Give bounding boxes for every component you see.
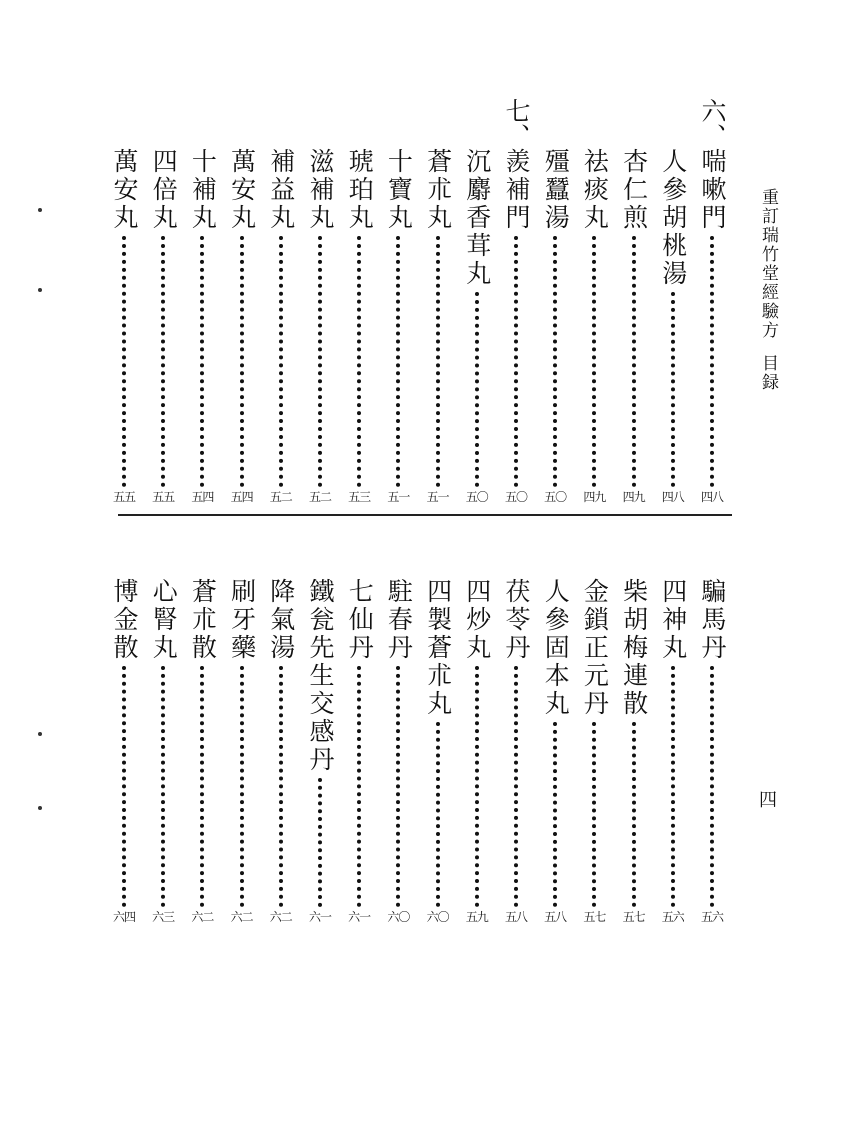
entry-page-number: 五八: [544, 910, 567, 924]
entry-page-number: 五〇: [465, 490, 488, 504]
entry-page-number: 六三: [152, 910, 175, 924]
entry-title: 降氣湯: [266, 578, 296, 662]
entry-page-number: 五二: [308, 490, 331, 504]
toc-entry: [109, 578, 139, 924]
entry-page-number: 五六: [661, 910, 684, 924]
dot-leader: [475, 666, 479, 907]
dot-leader: [279, 666, 283, 907]
binding-hole-mark: [38, 732, 42, 736]
dot-leader: [161, 236, 165, 487]
entry-page-number: 五四: [230, 490, 253, 504]
dot-leader: [357, 666, 361, 907]
entry-page-number: 五九: [465, 910, 488, 924]
toc-entry: [344, 578, 374, 924]
dot-leader: [710, 236, 714, 487]
toc-entry: [383, 148, 413, 504]
toc-entry: [658, 148, 688, 504]
dot-leader: [553, 722, 557, 907]
entry-title: 杏仁煎: [619, 148, 649, 232]
entry-page-number: 六二: [230, 910, 253, 924]
toc-entry: [266, 578, 296, 924]
dot-leader: [122, 666, 126, 907]
toc-entry: [501, 578, 531, 924]
dot-leader: [240, 236, 244, 487]
entry-title: 萬安丸: [227, 148, 257, 232]
entry-title: 駐春丹: [384, 578, 414, 662]
page-number: 四: [759, 790, 777, 811]
entry-title: 殭蠶湯: [541, 148, 571, 232]
toc-entry: [305, 578, 335, 924]
entry-page-number: 五二: [269, 490, 292, 504]
toc-entry: [227, 148, 257, 504]
entry-title: 心腎丸: [149, 578, 179, 662]
entry-page-number: 五八: [504, 910, 527, 924]
toc-entry: [579, 578, 609, 924]
toc-entry: [109, 148, 139, 504]
dot-leader: [396, 236, 400, 487]
binding-hole-mark: [38, 208, 42, 212]
entry-title: 滋補丸: [306, 148, 335, 232]
running-header: [756, 188, 781, 392]
entry-title: 祛痰丸: [580, 148, 610, 232]
entry-title: 補益丸: [266, 148, 296, 232]
dot-leader: [240, 666, 244, 907]
dot-leader: [553, 236, 557, 487]
entry-page-number: 五七: [583, 910, 606, 924]
dot-leader: [436, 236, 440, 487]
entry-title: 人參固本丸: [541, 578, 571, 718]
toc-entry: [305, 148, 335, 504]
toc-entry: [697, 578, 727, 924]
toc-entry: [540, 148, 570, 504]
dot-leader: [122, 236, 126, 487]
section-title: 目録: [758, 354, 778, 392]
toc-entry: [619, 578, 649, 924]
dot-leader: [514, 236, 518, 487]
entry-page-number: 五〇: [504, 490, 527, 504]
toc-entry: [383, 578, 413, 924]
entry-title: 四倍丸: [149, 148, 179, 232]
entry-title: 沉麝香茸丸: [462, 148, 492, 288]
toc-entry: [658, 578, 688, 924]
entry-page-number: 六〇: [387, 910, 410, 924]
entry-page-number: 六一: [308, 910, 331, 924]
entry-page-number: 六四: [112, 910, 135, 924]
entry-page-number: 五六: [700, 910, 723, 924]
dot-leader: [436, 722, 440, 907]
entry-title: 琥珀丸: [345, 148, 375, 232]
dot-leader: [632, 722, 636, 907]
entry-title: 四神丸: [658, 578, 688, 662]
binding-hole-mark: [38, 288, 42, 292]
entry-title: 蒼朮散: [188, 578, 218, 662]
entry-page-number: 六二: [191, 910, 214, 924]
entry-page-number: 五七: [622, 910, 645, 924]
toc-entry: [344, 148, 374, 504]
entry-page-number: 四八: [661, 490, 684, 504]
entry-page-number: 五一: [387, 490, 410, 504]
dot-leader: [357, 236, 361, 487]
entry-title: 十補丸: [188, 148, 218, 232]
entry-page-number: 六二: [269, 910, 292, 924]
dot-leader: [475, 292, 479, 487]
entry-title: 蒼朮丸: [423, 148, 453, 232]
entry-page-number: 五〇: [544, 490, 567, 504]
dot-leader: [514, 666, 518, 907]
dot-leader: [592, 722, 596, 907]
toc-entry: [697, 148, 727, 504]
dot-leader: [671, 666, 675, 907]
entry-title: 騙馬丹: [698, 578, 727, 662]
entry-page-number: 五四: [191, 490, 214, 504]
dot-leader: [318, 236, 322, 487]
entry-page-number: 四八: [700, 490, 723, 504]
entry-page-number: 四九: [583, 490, 606, 504]
entry-title: 鐵瓮先生交感丹: [306, 578, 335, 774]
dot-leader: [592, 236, 596, 487]
dot-leader: [200, 666, 204, 907]
entry-title: 柴胡梅連散: [619, 578, 649, 718]
toc-entry: [501, 148, 531, 504]
toc-entry: [462, 148, 492, 504]
toc-entry: [423, 578, 453, 924]
entry-page-number: 六一: [348, 910, 371, 924]
toc-entry: [148, 578, 178, 924]
entry-title: 七仙丹: [345, 578, 375, 662]
toc-entry: [266, 148, 296, 504]
entry-page-number: 五三: [348, 490, 371, 504]
entry-page-number: 五一: [426, 490, 449, 504]
entry-title: 喘嗽門: [698, 148, 727, 232]
dot-leader: [318, 778, 322, 907]
dot-leader: [200, 236, 204, 487]
toc-entry: [187, 578, 217, 924]
dot-leader: [279, 236, 283, 487]
book-title: 重訂瑞竹堂經驗方: [758, 188, 778, 340]
dot-leader: [710, 666, 714, 907]
dot-leader: [396, 666, 400, 907]
entry-title: 萬安丸: [110, 148, 139, 232]
entry-title: 人參胡桃湯: [658, 148, 688, 288]
toc-entry: [579, 148, 609, 504]
toc-entry: [462, 578, 492, 924]
entry-title: 羨補門: [502, 148, 531, 232]
entry-page-number: 四九: [622, 490, 645, 504]
toc-entry: [148, 148, 178, 504]
entry-title: 刷牙藥: [227, 578, 257, 662]
toc-entry: [619, 148, 649, 504]
dot-leader: [632, 236, 636, 487]
entry-title: 四製蒼朮丸: [423, 578, 453, 718]
entry-page-number: 六〇: [426, 910, 449, 924]
toc-entry: [540, 578, 570, 924]
divider-rule: [118, 514, 732, 516]
chapter-marker: 六、: [698, 98, 727, 148]
entry-title: 十寶丸: [384, 148, 414, 232]
binding-hole-mark: [38, 806, 42, 810]
entry-title: 金鎖正元丹: [580, 578, 610, 718]
entry-title: 茯苓丹: [502, 578, 531, 662]
dot-leader: [671, 292, 675, 487]
entry-page-number: 五五: [152, 490, 175, 504]
entry-title: 四炒丸: [462, 578, 492, 662]
entry-page-number: 五五: [112, 490, 135, 504]
toc-entry: [187, 148, 217, 504]
chapter-marker: 七、: [502, 98, 531, 148]
entry-title: 博金散: [110, 578, 139, 662]
toc-entry: [227, 578, 257, 924]
toc-entry: [423, 148, 453, 504]
dot-leader: [161, 666, 165, 907]
